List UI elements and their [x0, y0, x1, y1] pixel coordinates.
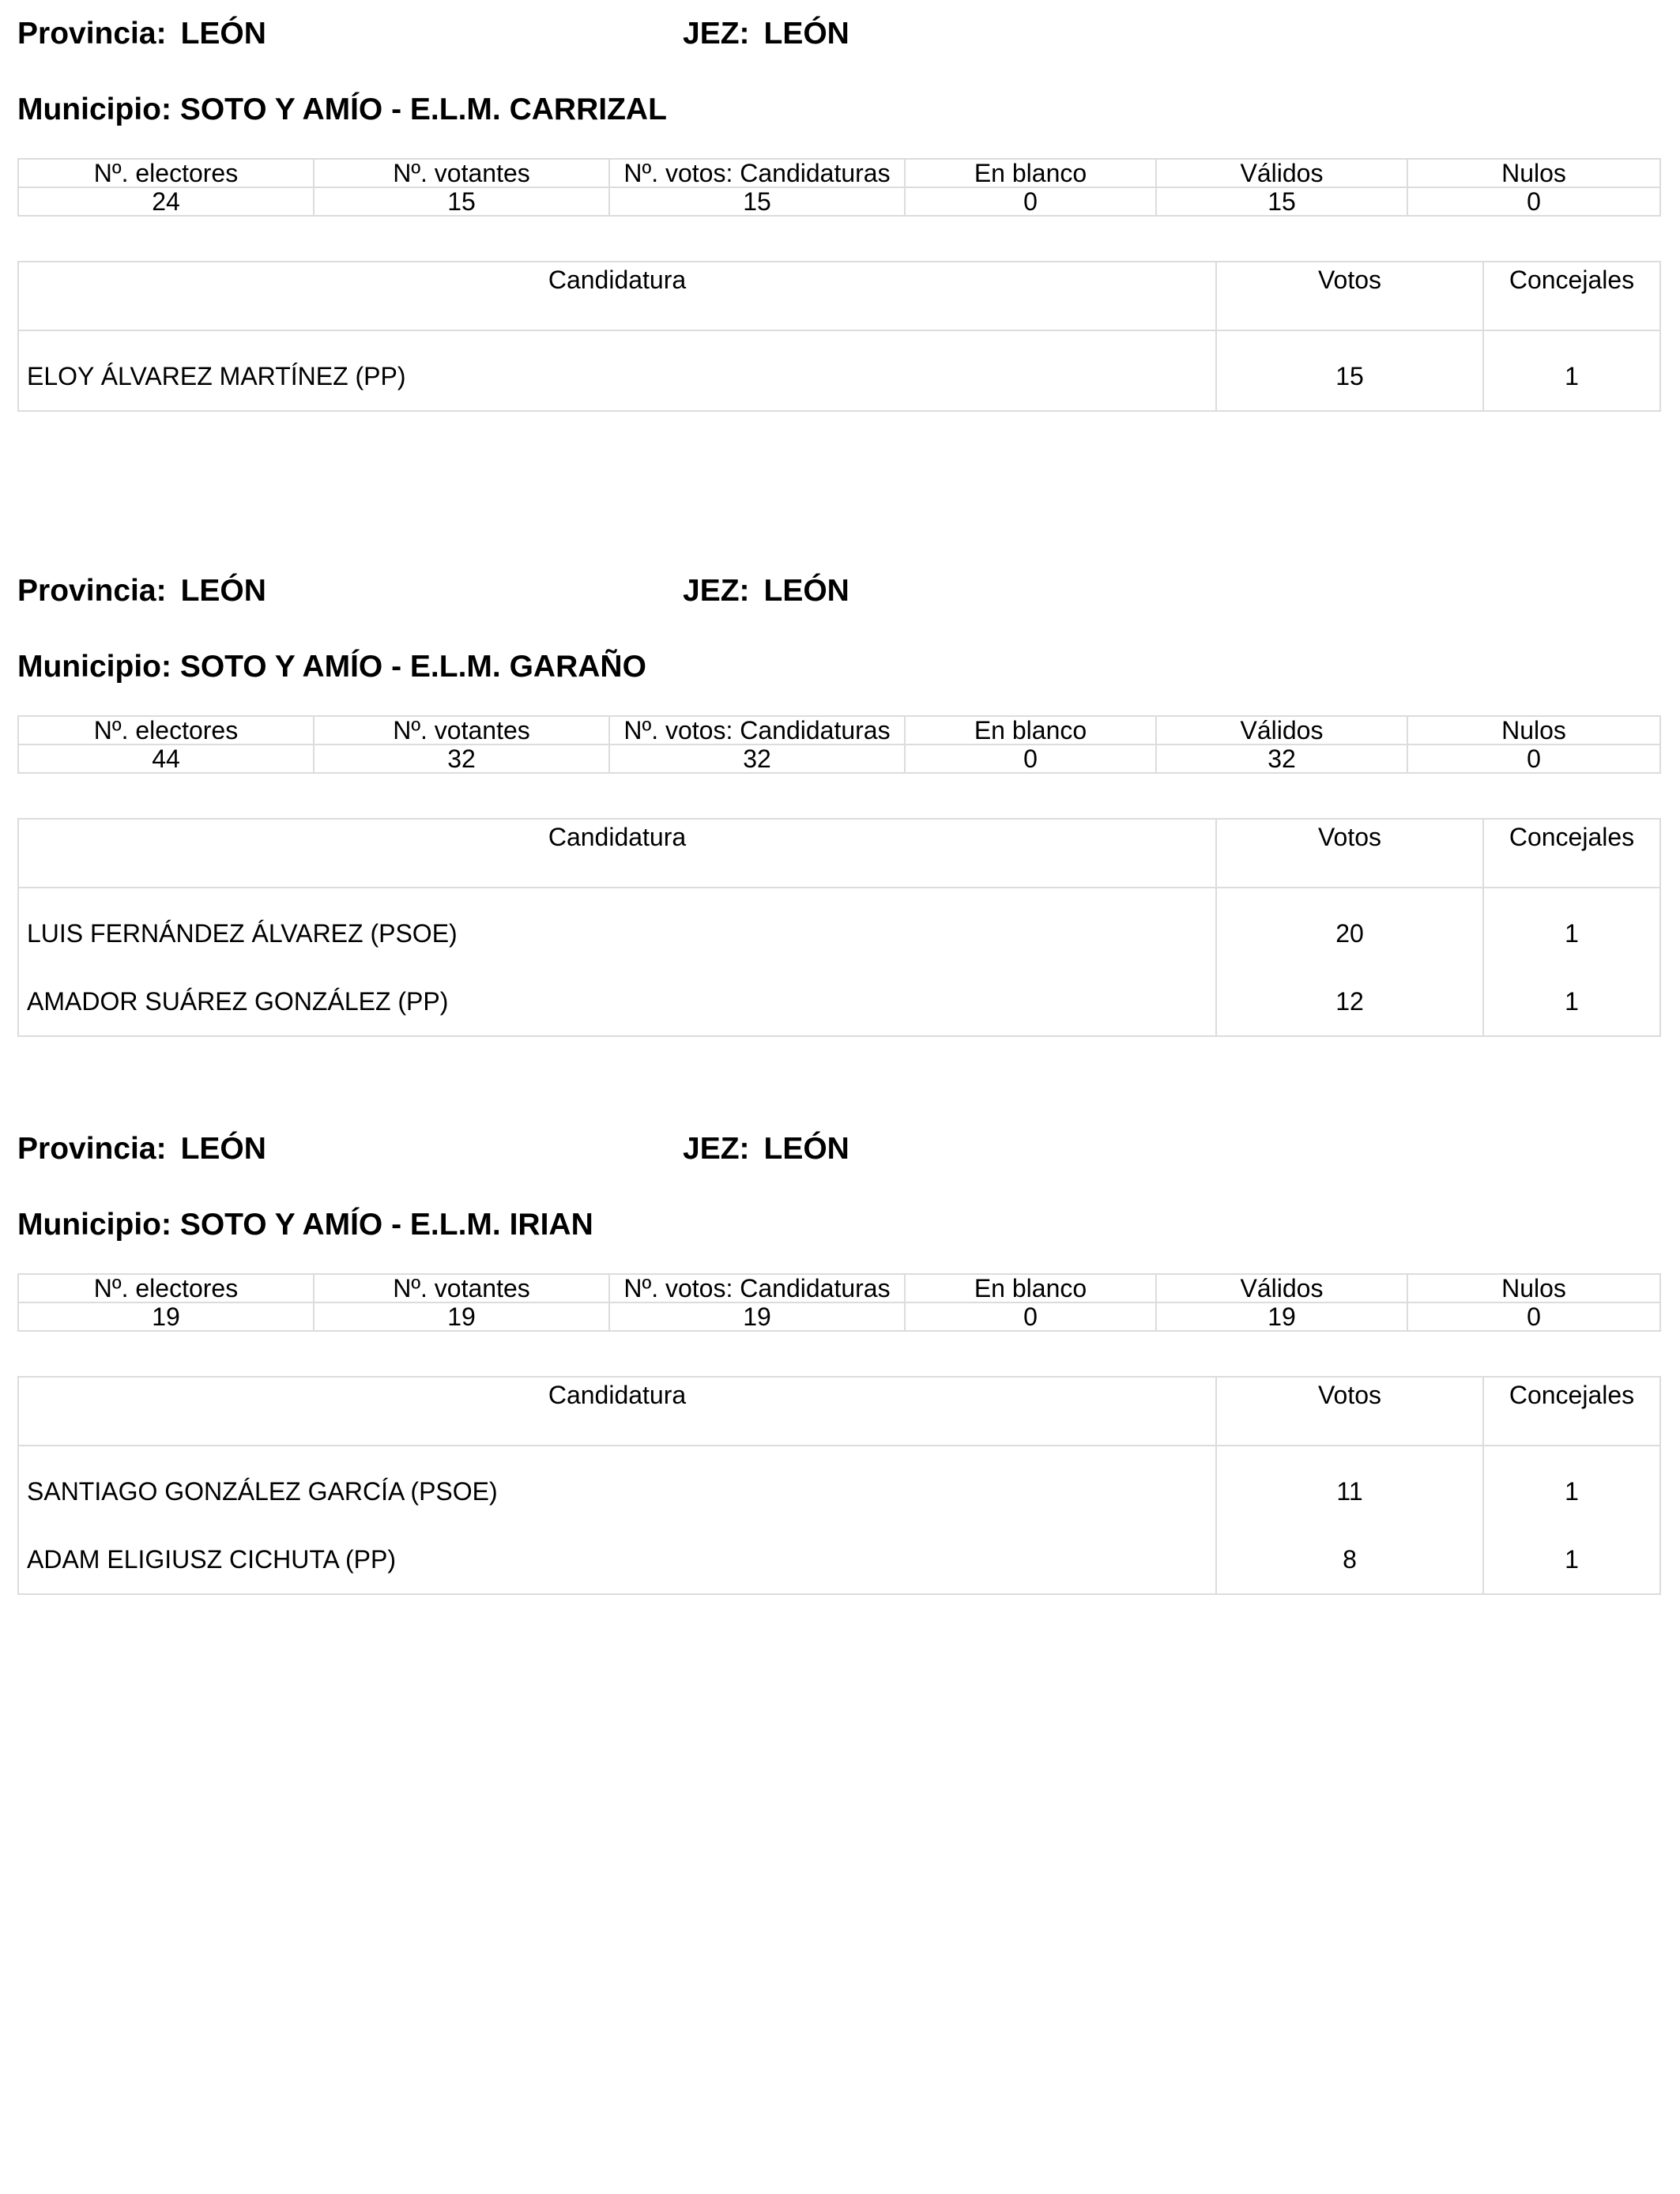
provincia-value: LEÓN [180, 17, 266, 51]
candidatura-header: Candidatura [18, 819, 1216, 888]
candidate-concejales: 1 [1483, 330, 1660, 411]
summary-header: Nº. votantes [314, 1274, 609, 1302]
summary-table [17, 158, 1661, 217]
municipio-label: Municipio: [17, 1208, 171, 1242]
provincia-value: LEÓN [180, 1132, 266, 1166]
candidates-table [17, 818, 1661, 1037]
candidate-row [18, 1525, 1660, 1594]
candidates-header-row [18, 262, 1660, 330]
provincia-value: LEÓN [180, 574, 266, 608]
summary-value: 0 [905, 745, 1156, 773]
summary-header: En blanco [905, 159, 1156, 187]
candidate-votos: 20 [1216, 888, 1483, 967]
municipio-value: SOTO Y AMÍO - E.L.M. GARAÑO [179, 650, 646, 684]
candidates-header-row [18, 1377, 1660, 1446]
summary-value: 0 [1407, 745, 1660, 773]
candidate-votos: 12 [1216, 967, 1483, 1036]
provincia-label: Provincia: [17, 1132, 167, 1166]
summary-table [17, 715, 1661, 774]
summary-value: 32 [314, 745, 609, 773]
summary-header: Nº. votos: Candidaturas [609, 1274, 905, 1302]
candidate-name: ADAM ELIGIUSZ CICHUTA (PP) [27, 1544, 397, 1574]
jez-value: LEÓN [763, 1132, 849, 1166]
candidate-row [18, 967, 1660, 1036]
summary-header: Nº. votos: Candidaturas [609, 716, 905, 745]
summary-value: 0 [1407, 187, 1660, 216]
summary-header-row [18, 159, 1660, 187]
jez-label: JEZ: [683, 17, 750, 51]
concejales-header: Concejales [1483, 262, 1660, 330]
candidate-concejales: 1 [1483, 1525, 1660, 1594]
summary-header: En blanco [905, 1274, 1156, 1302]
municipio-line [17, 90, 667, 130]
municipio-value: SOTO Y AMÍO - E.L.M. CARRIZAL [179, 92, 667, 126]
summary-value-row [18, 1302, 1660, 1331]
jez-line [683, 571, 849, 611]
candidates-header-row [18, 819, 1660, 888]
summary-value: 0 [1407, 1302, 1660, 1331]
jez-label: JEZ: [683, 574, 750, 608]
summary-value: 15 [314, 187, 609, 216]
concejales-header: Concejales [1483, 819, 1660, 888]
municipio-line [17, 1205, 593, 1245]
summary-header: Nº. electores [18, 1274, 314, 1302]
candidate-votos: 8 [1216, 1525, 1483, 1594]
summary-header: Nº. votantes [314, 716, 609, 745]
concejales-header: Concejales [1483, 1377, 1660, 1446]
candidate-concejales: 1 [1483, 967, 1660, 1036]
summary-header: Nulos [1407, 159, 1660, 187]
municipio-line [17, 647, 646, 687]
summary-header-row [18, 1274, 1660, 1302]
candidate-votos: 11 [1216, 1446, 1483, 1525]
summary-value: 19 [314, 1302, 609, 1331]
summary-header: Nº. electores [18, 716, 314, 745]
summary-value: 44 [18, 745, 314, 773]
summary-header: Nº. votos: Candidaturas [609, 159, 905, 187]
summary-value: 32 [1156, 745, 1407, 773]
jez-line [683, 14, 849, 54]
candidate-name: LUIS FERNÁNDEZ ÁLVAREZ (PSOE) [27, 918, 458, 948]
summary-header: Nulos [1407, 716, 1660, 745]
provincia-label: Provincia: [17, 574, 167, 608]
municipio-value: SOTO Y AMÍO - E.L.M. IRIAN [179, 1208, 593, 1242]
summary-header-row [18, 716, 1660, 745]
summary-header: Nº. electores [18, 159, 314, 187]
votos-header: Votos [1216, 262, 1483, 330]
candidate-votos: 15 [1216, 330, 1483, 411]
provincia-line [17, 571, 266, 611]
provincia-line [17, 1129, 266, 1169]
candidate-concejales: 1 [1483, 888, 1660, 967]
candidate-name: AMADOR SUÁREZ GONZÁLEZ (PP) [27, 986, 449, 1016]
summary-header: Válidos [1156, 1274, 1407, 1302]
candidate-concejales: 1 [1483, 1446, 1660, 1525]
candidate-row [18, 330, 1660, 411]
summary-value: 24 [18, 187, 314, 216]
summary-value: 19 [1156, 1302, 1407, 1331]
jez-label: JEZ: [683, 1132, 750, 1166]
summary-value-row [18, 745, 1660, 773]
candidate-row [18, 888, 1660, 967]
summary-table [17, 1273, 1661, 1332]
candidatura-header: Candidatura [18, 262, 1216, 330]
summary-value: 19 [609, 1302, 905, 1331]
summary-value: 15 [1156, 187, 1407, 216]
summary-header: En blanco [905, 716, 1156, 745]
municipality-block [17, 14, 1659, 401]
summary-header: Válidos [1156, 716, 1407, 745]
summary-header: Nº. votantes [314, 159, 609, 187]
summary-header: Válidos [1156, 159, 1407, 187]
votos-header: Votos [1216, 819, 1483, 888]
municipality-block [17, 1129, 1659, 1588]
municipio-label: Municipio: [17, 650, 171, 684]
provincia-label: Provincia: [17, 17, 167, 51]
provincia-line [17, 14, 266, 54]
jez-value: LEÓN [763, 17, 849, 51]
jez-value: LEÓN [763, 574, 849, 608]
candidates-table [17, 1376, 1661, 1595]
summary-value: 0 [905, 187, 1156, 216]
candidate-row [18, 1446, 1660, 1525]
summary-header: Nulos [1407, 1274, 1660, 1302]
jez-line [683, 1129, 849, 1169]
summary-value: 32 [609, 745, 905, 773]
votos-header: Votos [1216, 1377, 1483, 1446]
summary-value: 19 [18, 1302, 314, 1331]
municipality-block [17, 571, 1659, 1030]
summary-value: 15 [609, 187, 905, 216]
candidates-table [17, 261, 1661, 412]
summary-value-row [18, 187, 1660, 216]
candidate-name: SANTIAGO GONZÁLEZ GARCÍA (PSOE) [27, 1476, 498, 1506]
summary-value: 0 [905, 1302, 1156, 1331]
municipio-label: Municipio: [17, 92, 171, 126]
candidatura-header: Candidatura [18, 1377, 1216, 1446]
candidate-name: ELOY ÁLVAREZ MARTÍNEZ (PP) [27, 361, 406, 390]
